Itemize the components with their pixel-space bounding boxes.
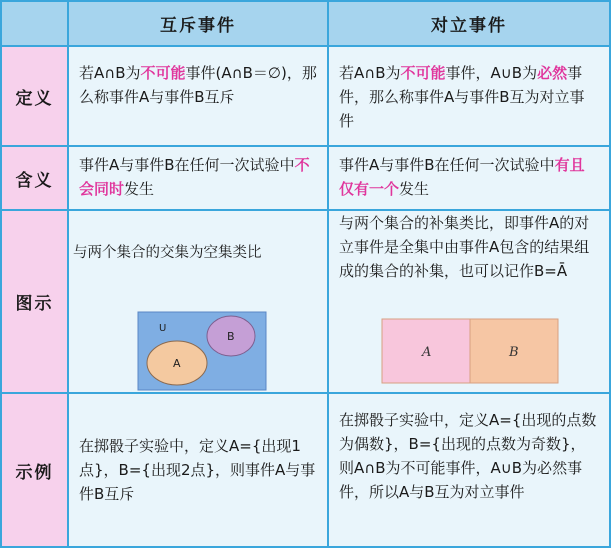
diagram-col1-caption: 与两个集合的交集为空集类比: [73, 245, 262, 261]
text-segment: 事件，那么称事件A与事件B互为对立事件: [339, 64, 585, 130]
definition-col2: [327, 45, 611, 147]
text-segment: 事件(A∩B＝∅)，那么称事件A与事件B互斥: [79, 64, 317, 106]
label-b: B: [509, 345, 519, 360]
diagram-col1: [67, 209, 329, 394]
row-label-text: 定义: [15, 88, 54, 109]
row-label-text: 图示: [15, 294, 54, 314]
example-col2: [327, 392, 611, 548]
header-complementary: [327, 0, 611, 47]
row-label-text: 含义: [15, 170, 54, 191]
example-col1-text: 在掷骰子实验中，定义A={出现1点}，B={出现2点}，则事件A与事件B互斥: [79, 437, 316, 503]
table-corner: [0, 0, 69, 47]
text-segment: 事件，A∪B为: [445, 64, 538, 82]
row-label-text: 示例: [15, 462, 54, 483]
text-segment: 若A∩B为: [339, 64, 401, 82]
label-a: A: [422, 345, 432, 360]
text-segment: 事件A与事件B在任何一次试验中: [79, 156, 295, 174]
label-b: B: [227, 330, 235, 343]
meaning-col2: [327, 145, 611, 211]
example-col1: [67, 392, 329, 548]
highlight-text: 不可能: [140, 64, 186, 82]
complement-diagram: [381, 318, 559, 384]
diagram-col2-caption: 与两个集合的补集类比，即事件A的对立事件是全集中由事件A包含的结果组成的集合的补集，也可以记作B=Ā: [339, 214, 590, 280]
diagram-col2: [327, 209, 611, 394]
text-segment: 若A∩B为: [79, 64, 141, 82]
header-col1-text: 互斥事件: [160, 16, 236, 36]
row-label-meaning: [0, 145, 69, 211]
row-label-example: [0, 392, 69, 548]
row-label-diagram: [0, 209, 69, 394]
text-segment: 发生: [399, 180, 430, 198]
row-label-definition: [0, 45, 69, 147]
label-a: A: [173, 357, 181, 370]
label-u: U: [159, 323, 167, 334]
example-col2-text: 在掷骰子实验中，定义A={出现的点数为偶数}，B={出现的点数为奇数}，则A∩B为不可能事件，A∪B为必然事件，所以A与B互为对立事件: [339, 411, 597, 501]
highlight-text: 有且仅有一个: [339, 156, 585, 198]
header-col2-text: 对立事件: [431, 16, 507, 36]
meaning-col1: [67, 145, 329, 211]
highlight-text: 不会同时: [79, 156, 310, 198]
definition-col1: [67, 45, 329, 147]
text-segment: 发生: [124, 180, 155, 198]
text-segment: 事件A与事件B在任何一次试验中: [339, 156, 555, 174]
highlight-text: 不可能: [400, 64, 446, 82]
highlight-text: 必然: [537, 64, 568, 82]
venn-disjoint-diagram: [137, 311, 267, 391]
header-mutually-exclusive: [67, 0, 329, 47]
